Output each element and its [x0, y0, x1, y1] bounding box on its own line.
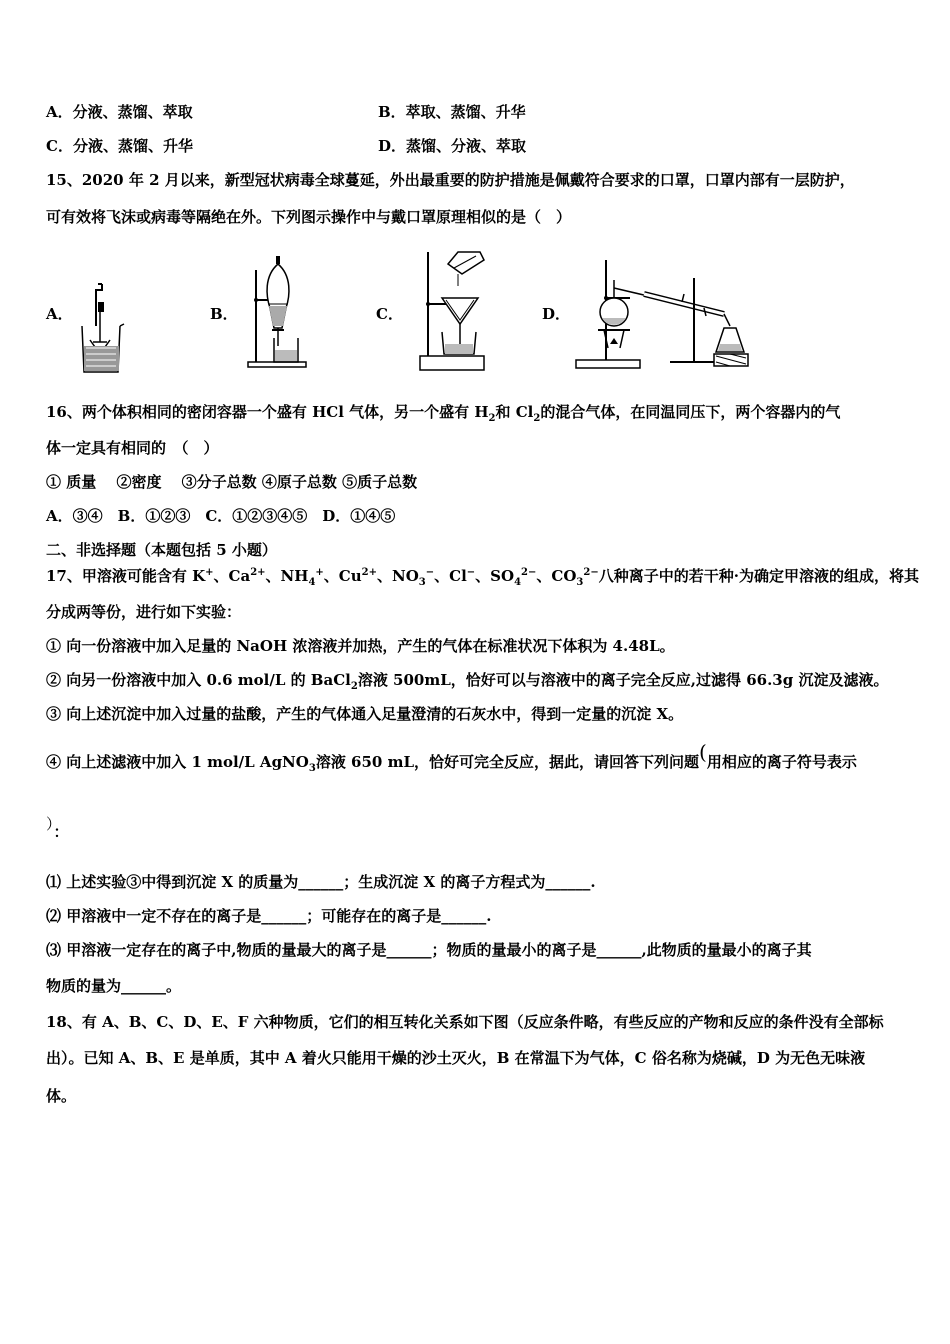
co3-subscript: 3: [576, 577, 584, 588]
q17-ion-so4: 、SO: [475, 567, 515, 585]
q17-experiment-3: ③ 向上述沉淀中加入过量的盐酸，产生的气体通入足量澄清的石灰水中，得到一定量的沉淀 X。: [46, 705, 684, 723]
q16-text-part1: 16、两个体积相同的密闭容器一个盛有 HCl 气体，另一个盛有 H: [46, 403, 489, 421]
q17-ion-co3: 、CO: [536, 567, 577, 585]
q17-experiment-1: ① 向一份溶液中加入足量的 NaOH 浓溶液并加热，产生的气体在标准状况下体积为 4.48L。: [46, 637, 675, 655]
q16-stem-line2: 体一定具有相同的 （ ）: [46, 439, 219, 457]
q17-exp2-part1: ② 向另一份溶液中加入 0.6 mol/L 的 BaCl: [46, 671, 351, 689]
q17-ion-k: 17、甲溶液可能含有 K: [46, 567, 206, 585]
nh4-subscript: 4: [308, 577, 316, 588]
q16-stem-line1: [46, 402, 840, 422]
q17-subquestion-3-line1: ⑶ 甲溶液一定存在的离子中,物质的量最大的离子是______；物质的量最小的离子是______,此物质的量最小的离子其: [46, 941, 812, 959]
q15-label-a: A．: [46, 305, 73, 323]
q15-label-d: D．: [542, 305, 571, 323]
figure-b-separatory-funnel: [246, 254, 312, 368]
agno3-subscript: 3: [308, 763, 316, 774]
figure-d-distillation: [574, 258, 764, 372]
co3-charge: 2−: [583, 567, 599, 578]
q15-label-b: B．: [210, 305, 238, 323]
so4-charge: 2−: [521, 567, 537, 578]
k-charge: +: [205, 567, 214, 578]
q16-text-part2: 和 Cl: [495, 403, 534, 421]
section-2-heading: 二、非选择题（本题包括 5 小题）: [46, 541, 277, 559]
q17-paren-open: (: [699, 740, 707, 764]
q17-exp4-part1: ④ 向上述滤液中加入 1 mol/L AgNO: [46, 753, 309, 771]
q17-subquestion-1: ⑴ 上述实验③中得到沉淀 X 的质量为______；生成沉淀 X 的离子方程式为______.: [46, 873, 596, 891]
q18-stem-line1: 18、有 A、B、C、D、E、F 六种物质，它们的相互转化关系如下图（反应条件略，有些反应的产物和反应的条件没有全部标: [46, 1013, 884, 1031]
q16-text-part3: 的混合气体，在同温同压下，两个容器内的气: [540, 403, 841, 421]
ca-charge: 2+: [250, 567, 266, 578]
q17-experiment-4: [46, 740, 857, 774]
q16-choices: A．③④ B．①②③ C．①②③④⑤ D．①④⑤: [46, 507, 396, 525]
q17-exp4-part3: 用相应的离子符号表示: [706, 753, 857, 771]
q14-option-d: D．蒸馏、分液、萃取: [378, 137, 527, 155]
q14-option-b: B．萃取、蒸馏、升华: [378, 103, 526, 121]
q16-items: ① 质量 ②密度 ③分子总数 ④原子总数 ⑤质子总数: [46, 473, 418, 491]
cl2-subscript: 2: [533, 413, 541, 424]
q14-option-c: C．分液、蒸馏、升华: [46, 137, 193, 155]
figure-a-apparatus: [78, 282, 128, 374]
q17-exp2-part2: 溶液 500mL，恰好可以与溶液中的离子完全反应,过滤得 66.3g 沉淀及滤液。: [357, 671, 889, 689]
q15-stem-line2: 可有效将飞沫或病毒等隔绝在外。下列图示操作中与戴口罩原理相似的是（ ）: [46, 208, 572, 226]
q17-experiment-2: [46, 670, 888, 690]
q17-paren-close-line: [46, 814, 69, 841]
q17-ion-nh4: 、NH: [265, 567, 309, 585]
bacl2-subscript: 2: [350, 681, 358, 692]
q15-stem-line1: 15、2020 年 2 月以来，新型冠状病毒全球蔓延，外出最重要的防护措施是佩戴符合要求的口罩，口罩内部有一层防护，: [46, 171, 855, 189]
cl-charge: −: [466, 567, 476, 578]
cu-charge: 2+: [361, 567, 377, 578]
q18-stem-line3: 体。: [46, 1087, 77, 1105]
q15-label-c: C．: [376, 305, 403, 323]
no3-subscript: 3: [418, 577, 426, 588]
q14-option-a: A．分液、蒸馏、萃取: [46, 103, 193, 121]
q17-paren-close: ）: [46, 815, 54, 833]
q17-colon: ：: [53, 823, 69, 841]
q17-subquestion-3-line2: 物质的量为______。: [46, 977, 182, 995]
nh4-charge: +: [315, 567, 324, 578]
q17-subquestion-2: ⑵ 甲溶液中一定不存在的离子是______；可能存在的离子是______.: [46, 907, 492, 925]
q17-ion-ca: 、Ca: [213, 567, 251, 585]
q17-stem-line1: [46, 566, 919, 586]
so4-subscript: 4: [514, 577, 522, 588]
h2-subscript: 2: [488, 413, 496, 424]
q17-stem-line2: 分成两等份，进行如下实验：: [46, 603, 242, 621]
q17-ion-no3: 、NO: [377, 567, 419, 585]
q17-ion-cu: 、Cu: [323, 567, 362, 585]
q18-stem-line2: 出）。已知 A、B、E 是单质，其中 A 着火只能用干燥的沙土灭火，B 在常温下为气体，C 俗名称为烧碱，D 为无色无味液: [46, 1049, 866, 1067]
q17-stem-tail: 八种离子中的若干种·为确定甲溶液的组成，将其: [598, 567, 919, 585]
q17-ion-cl: 、Cl: [434, 567, 467, 585]
no3-charge: −: [425, 567, 435, 578]
figure-c-filtration: [418, 250, 498, 372]
q17-exp4-part2: 溶液 650 mL，恰好可完全反应，据此，请回答下列问题: [315, 753, 699, 771]
